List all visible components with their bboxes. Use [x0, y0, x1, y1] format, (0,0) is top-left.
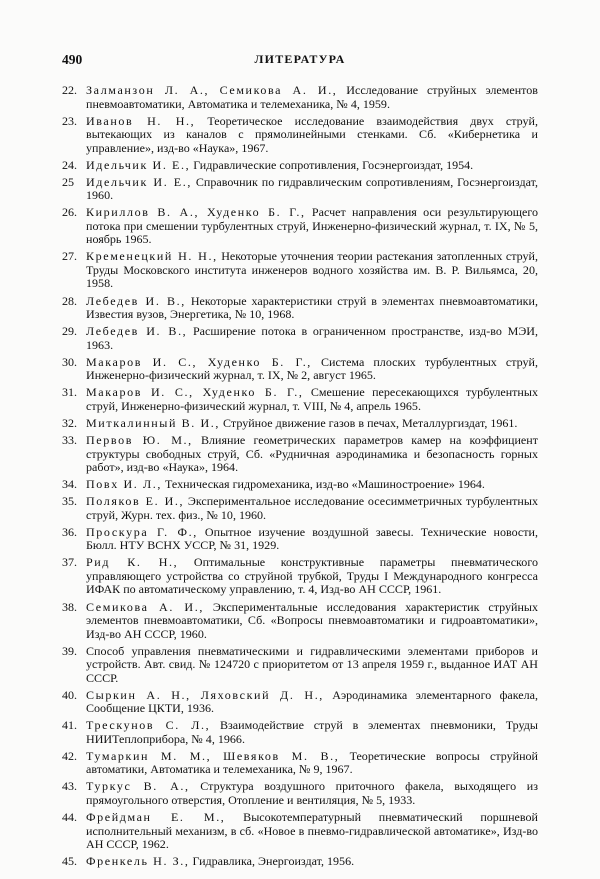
- reference-item: [62, 159, 538, 173]
- reference-number: 27.: [62, 249, 78, 264]
- reference-item: [62, 115, 538, 156]
- reference-number: 36.: [62, 524, 78, 539]
- reference-text: Струйное движение газов в печах, Металлургиздат, 1961.: [220, 415, 518, 430]
- reference-text: Структура воздушного приточного факела, выходящего из прямоугольного отверстия, Отопление и вентиляция, № 5, 1933.: [86, 779, 539, 807]
- reference-item: [62, 84, 538, 111]
- reference-author: Рид К. Н.,: [86, 555, 179, 570]
- reference-author: Туркус В. А.,: [86, 779, 190, 794]
- reference-text: Гидравлика, Энергоиздат, 1956.: [189, 854, 355, 869]
- reference-text: Некоторые уточнения теории растекания затопленных струй, Труды Московского института инженеров водного хозяйства им. В. Р. Вильямса, 20, 1958.: [86, 249, 538, 291]
- reference-text: Взаимодействие струй в элементах пневмоники, Труды НИИТеплоприбора, № 4, 1966.: [86, 718, 538, 746]
- reference-text: Справочник по гидравлическим сопротивлениям, Госэнергоиздат, 1960.: [86, 174, 538, 203]
- reference-text: Смешение пересекающихся турбулентных струй, Инженерно-физический журнал, т. VIII, № 4, апрель 1965.: [86, 385, 538, 413]
- reference-number: 45.: [62, 854, 78, 869]
- reference-item: [62, 645, 538, 686]
- reference-item: [62, 356, 538, 383]
- reference-item: [62, 295, 538, 322]
- reference-number: 40.: [62, 687, 78, 702]
- reference-number: 41.: [62, 718, 78, 733]
- reference-item: [62, 417, 538, 431]
- reference-number: 32.: [62, 415, 78, 430]
- reference-text: Способ управления пневматическими и гидравлическими элементами приборов и устройств. Авт. свид. № 124720 с приоритетом от 13 апреля 1959 г., выданное ИАТ АН СССР.: [86, 643, 538, 685]
- reference-text: Опытное изучение воздушной завесы. Технические новости, Бюлл. НТУ ВСНХ УССР, № 31, 1929.: [86, 524, 538, 553]
- reference-number: 39.: [62, 643, 78, 658]
- reference-author: Залманзон Л. А., Семикова А. И.,: [86, 83, 338, 97]
- reference-number: 43.: [62, 779, 78, 794]
- reference-author: Сыркин А. Н., Ляховский Д. Н.,: [86, 687, 324, 702]
- reference-text: Некоторые характеристики струй в элементах пневмоавтоматики, Известия вузов, Энергетика, № 10, 1968.: [86, 293, 538, 322]
- reference-item: [62, 855, 538, 869]
- reference-text: Аэродинамика элементарного факела, Сообщение ЦКТИ, 1936.: [86, 687, 538, 716]
- reference-author: Идельчик И. Е.,: [86, 157, 191, 172]
- reference-text: Расширение потока в ограниченном пространстве, изд-во МЭИ, 1963.: [86, 324, 538, 352]
- reference-item: [62, 176, 538, 203]
- reference-text: Гидравлические сопротивления, Госэнергоиздат, 1954.: [190, 157, 474, 172]
- reference-item: [62, 325, 538, 352]
- reference-item: [62, 526, 538, 553]
- reference-author: Семикова А. И.,: [86, 599, 204, 614]
- reference-author: Миткалинный В. И.,: [86, 415, 221, 430]
- reference-number: 35.: [62, 494, 78, 509]
- reference-text: Исследование струйных элементов пневмоавтоматики, Автоматика и телемеханика, № 4, 1959.: [86, 83, 538, 111]
- reference-number: 28.: [62, 293, 78, 308]
- reference-text: Экспериментальное исследование осесимметричных турбулентных струй, Журн. тех. физ., № 10, 1960.: [86, 494, 538, 522]
- reference-item: [62, 719, 538, 746]
- reference-number: 37.: [62, 555, 78, 570]
- reference-item: [62, 689, 538, 716]
- reference-item: [62, 478, 538, 492]
- reference-number: 22.: [62, 83, 78, 97]
- reference-number: 25: [62, 174, 75, 189]
- reference-author: Трескунов С. Л.,: [86, 718, 211, 733]
- reference-author: Поляков Е. И.,: [86, 494, 185, 509]
- reference-number: 23.: [62, 113, 78, 128]
- reference-item: [62, 434, 538, 475]
- reference-text: Система плоских турбулентных струй, Инженерно-физический журнал, т. IX, № 2, август 1965.: [86, 354, 538, 383]
- reference-number: 38.: [62, 599, 78, 614]
- page-header: [62, 52, 538, 68]
- reference-author: Идельчик И. Е.,: [86, 174, 192, 189]
- reference-number: 42.: [62, 748, 78, 763]
- reference-text: Техническая гидромеханика, изд-во «Машиностроение» 1964.: [161, 477, 485, 492]
- reference-item: [62, 811, 538, 852]
- reference-text: Высокотемпературный пневматический поршневой исполнительный механизм, в сб. «Новое в пневмо-гидравлической автоматике», Изд-во АН СССР, 1962.: [86, 810, 538, 852]
- reference-text: Расчет направления оси результирующего потока при смешении турбулентных струй, Инженерно-физический журнал, т. IX, № 5, ноябрь 1965.: [86, 205, 538, 247]
- reference-author: Повх И. Л.,: [86, 477, 162, 492]
- reference-number: 30.: [62, 354, 78, 369]
- reference-author: Кириллов В. А., Худенко Б. Г.,: [86, 205, 306, 220]
- reference-text: Экспериментальные исследования характеристик струйных элементов пневмоавтоматики, Сб. «Вопросы пневмоавтоматики и гидроавтоматики», Изд-во АН СССР, 1960.: [86, 599, 539, 641]
- reference-number: 26.: [62, 205, 78, 220]
- reference-item: [62, 386, 538, 413]
- reference-item: [62, 206, 538, 247]
- reference-number: 34.: [62, 477, 78, 492]
- reference-author: Френкель Н. З.,: [86, 854, 190, 869]
- running-title: ЛИТЕРАТУРА: [254, 52, 346, 66]
- reference-author: Проскура Г. Ф.,: [86, 524, 198, 539]
- reference-author: Макаров И. С., Худенко Б. Г.,: [86, 385, 304, 400]
- reference-item: [62, 601, 538, 642]
- reference-item: [62, 250, 538, 291]
- reference-author: Тумаркин М. М., Шевяков М. В.,: [86, 748, 340, 763]
- reference-item: [62, 556, 538, 597]
- reference-author: Макаров И. С., Худенко Б. Г.,: [86, 354, 312, 369]
- reference-number: 24.: [62, 157, 78, 172]
- reference-text: Теоретическое исследование взаимодействия двух струй, вытекающих из каналов с прямолинейными стенками. Сб. «Кибернетика и управление», изд-во «Наука», 1967.: [86, 113, 538, 155]
- reference-list: [62, 84, 538, 872]
- reference-author: Лебедев И. В.,: [86, 324, 188, 339]
- reference-item: [62, 495, 538, 522]
- reference-number: 31.: [62, 385, 78, 400]
- reference-author: Фрейдман Е. М.,: [86, 810, 226, 825]
- reference-number: 44.: [62, 810, 78, 825]
- reference-author: Первов Ю. М.,: [86, 433, 193, 448]
- reference-text: Теоретические вопросы струйной автоматики, Автоматика и телемеханика, № 9, 1967.: [86, 748, 538, 777]
- reference-text: Влияние геометрических параметров камер на коэффициент структуры свободных струй, Сб. «Рудничная аэродинамика и безопасность горных работ», изд-во «Наука», 1964.: [86, 433, 538, 475]
- reference-item: [62, 780, 538, 807]
- reference-author: Кременецкий Н. Н.,: [86, 249, 218, 264]
- reference-author: Лебедев И. В.,: [86, 293, 186, 308]
- page-number: 490: [62, 52, 83, 67]
- reference-text: Оптимальные конструктивные параметры пневматического управляющего устройства со струйной трубкой, Труды I Международного конгресса ИФАК по автоматическому управлению, т. 4, Изд-во АН СССР, 1961.: [86, 555, 538, 597]
- reference-number: 29.: [62, 324, 78, 339]
- reference-author: Иванов Н. Н.,: [86, 113, 196, 128]
- reference-number: 33.: [62, 433, 78, 448]
- reference-item: [62, 750, 538, 777]
